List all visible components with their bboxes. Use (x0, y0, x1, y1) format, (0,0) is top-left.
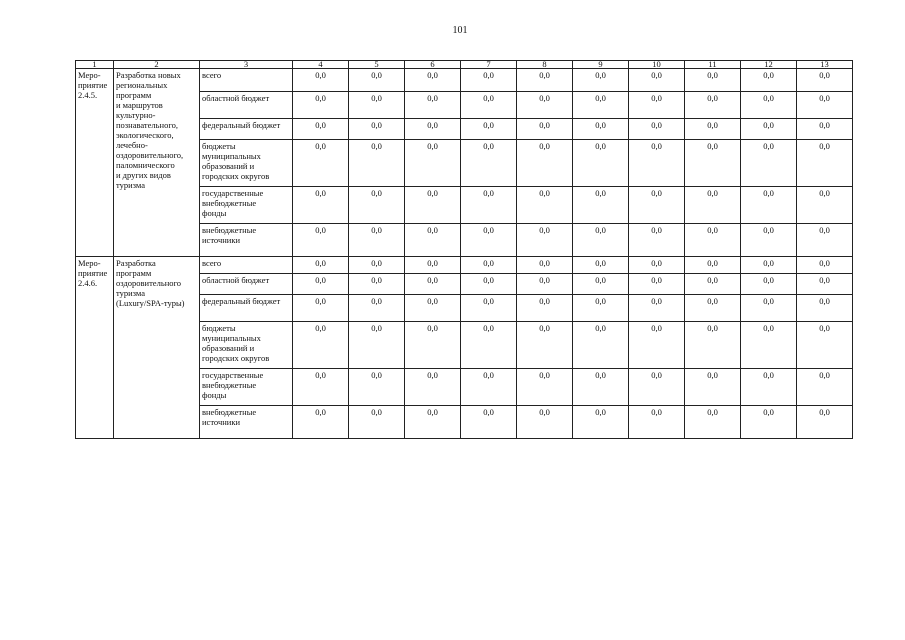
column-number-row (76, 61, 853, 69)
value-cell: 0,0 (517, 322, 573, 369)
value-cell: 0,0 (405, 322, 461, 369)
column-header: 6 (405, 61, 461, 69)
value-cell: 0,0 (461, 69, 517, 92)
table-row (76, 257, 853, 274)
value-cell: 0,0 (293, 119, 349, 140)
value-cell: 0,0 (405, 295, 461, 322)
column-header: 9 (573, 61, 629, 69)
value-cell: 0,0 (573, 257, 629, 274)
value-cell: 0,0 (461, 224, 517, 257)
event-name-cell: Разработка программ оздоровительного туризма (Luxury/SPA-туры) (114, 257, 200, 439)
value-cell: 0,0 (349, 187, 405, 224)
value-cell: 0,0 (461, 369, 517, 406)
value-cell: 0,0 (685, 369, 741, 406)
value-cell: 0,0 (741, 322, 797, 369)
value-cell: 0,0 (629, 406, 685, 439)
value-cell: 0,0 (573, 224, 629, 257)
value-cell: 0,0 (405, 369, 461, 406)
value-cell: 0,0 (517, 295, 573, 322)
value-cell: 0,0 (293, 187, 349, 224)
value-cell: 0,0 (741, 187, 797, 224)
value-cell: 0,0 (461, 274, 517, 295)
value-cell: 0,0 (293, 274, 349, 295)
value-cell: 0,0 (517, 406, 573, 439)
value-cell: 0,0 (461, 140, 517, 187)
funding-source-cell: внебюджетные источники (200, 406, 293, 439)
column-header: 7 (461, 61, 517, 69)
value-cell: 0,0 (741, 369, 797, 406)
value-cell: 0,0 (405, 69, 461, 92)
value-cell: 0,0 (741, 224, 797, 257)
funding-source-cell: всего (200, 69, 293, 92)
value-cell: 0,0 (629, 187, 685, 224)
value-cell: 0,0 (685, 187, 741, 224)
value-cell: 0,0 (685, 406, 741, 439)
value-cell: 0,0 (349, 119, 405, 140)
value-cell: 0,0 (349, 140, 405, 187)
value-cell: 0,0 (685, 224, 741, 257)
value-cell: 0,0 (629, 224, 685, 257)
funding-source-cell: государственные внебюджетные фонды (200, 187, 293, 224)
value-cell: 0,0 (293, 322, 349, 369)
value-cell: 0,0 (349, 92, 405, 119)
funding-source-cell: областной бюджет (200, 274, 293, 295)
value-cell: 0,0 (573, 187, 629, 224)
value-cell: 0,0 (349, 69, 405, 92)
value-cell: 0,0 (741, 406, 797, 439)
value-cell: 0,0 (517, 119, 573, 140)
value-cell: 0,0 (685, 322, 741, 369)
value-cell: 0,0 (405, 406, 461, 439)
value-cell: 0,0 (405, 274, 461, 295)
value-cell: 0,0 (797, 119, 853, 140)
value-cell: 0,0 (293, 295, 349, 322)
funding-source-cell: областной бюджет (200, 92, 293, 119)
value-cell: 0,0 (405, 140, 461, 187)
value-cell: 0,0 (741, 140, 797, 187)
value-cell: 0,0 (461, 322, 517, 369)
value-cell: 0,0 (685, 257, 741, 274)
value-cell: 0,0 (741, 295, 797, 322)
column-header: 10 (629, 61, 685, 69)
value-cell: 0,0 (685, 274, 741, 295)
value-cell: 0,0 (629, 369, 685, 406)
value-cell: 0,0 (517, 257, 573, 274)
value-cell: 0,0 (461, 187, 517, 224)
column-header: 11 (685, 61, 741, 69)
value-cell: 0,0 (517, 224, 573, 257)
value-cell: 0,0 (629, 322, 685, 369)
table-body (76, 69, 853, 439)
value-cell: 0,0 (573, 274, 629, 295)
value-cell: 0,0 (685, 140, 741, 187)
value-cell: 0,0 (517, 92, 573, 119)
event-name-cell: Разработка новых региональных программ и маршрутов культурно- познавательного, экологического, лечебно- оздоровительного, паломнического и других видов туризма (114, 69, 200, 257)
column-header: 4 (293, 61, 349, 69)
value-cell: 0,0 (405, 224, 461, 257)
value-cell: 0,0 (797, 274, 853, 295)
value-cell: 0,0 (629, 140, 685, 187)
value-cell: 0,0 (797, 140, 853, 187)
value-cell: 0,0 (685, 92, 741, 119)
value-cell: 0,0 (573, 295, 629, 322)
value-cell: 0,0 (293, 406, 349, 439)
value-cell: 0,0 (797, 224, 853, 257)
value-cell: 0,0 (461, 295, 517, 322)
value-cell: 0,0 (573, 69, 629, 92)
value-cell: 0,0 (349, 257, 405, 274)
value-cell: 0,0 (741, 69, 797, 92)
value-cell: 0,0 (797, 257, 853, 274)
value-cell: 0,0 (573, 369, 629, 406)
table-row (76, 69, 853, 92)
value-cell: 0,0 (741, 257, 797, 274)
value-cell: 0,0 (349, 295, 405, 322)
funding-source-cell: федеральный бюджет (200, 295, 293, 322)
budget-table (75, 60, 853, 439)
value-cell: 0,0 (629, 119, 685, 140)
value-cell: 0,0 (797, 322, 853, 369)
value-cell: 0,0 (293, 140, 349, 187)
value-cell: 0,0 (629, 295, 685, 322)
value-cell: 0,0 (573, 119, 629, 140)
value-cell: 0,0 (293, 92, 349, 119)
value-cell: 0,0 (797, 69, 853, 92)
value-cell: 0,0 (573, 92, 629, 119)
value-cell: 0,0 (573, 140, 629, 187)
value-cell: 0,0 (405, 187, 461, 224)
column-header: 5 (349, 61, 405, 69)
value-cell: 0,0 (293, 69, 349, 92)
value-cell: 0,0 (797, 92, 853, 119)
event-id-cell: Меро- приятие 2.4.5. (76, 69, 114, 257)
value-cell: 0,0 (517, 274, 573, 295)
value-cell: 0,0 (741, 274, 797, 295)
value-cell: 0,0 (517, 187, 573, 224)
value-cell: 0,0 (573, 322, 629, 369)
value-cell: 0,0 (293, 257, 349, 274)
column-header: 1 (76, 61, 114, 69)
value-cell: 0,0 (685, 69, 741, 92)
value-cell: 0,0 (461, 119, 517, 140)
value-cell: 0,0 (629, 257, 685, 274)
event-id-cell: Меро- приятие 2.4.6. (76, 257, 114, 439)
funding-source-cell: бюджеты муниципальных образований и городских округов (200, 140, 293, 187)
value-cell: 0,0 (405, 119, 461, 140)
value-cell: 0,0 (797, 406, 853, 439)
value-cell: 0,0 (461, 406, 517, 439)
value-cell: 0,0 (629, 69, 685, 92)
value-cell: 0,0 (797, 295, 853, 322)
value-cell: 0,0 (349, 274, 405, 295)
column-header: 13 (797, 61, 853, 69)
column-header: 3 (200, 61, 293, 69)
funding-source-cell: федеральный бюджет (200, 119, 293, 140)
value-cell: 0,0 (573, 406, 629, 439)
value-cell: 0,0 (349, 369, 405, 406)
value-cell: 0,0 (293, 224, 349, 257)
value-cell: 0,0 (629, 274, 685, 295)
value-cell: 0,0 (741, 119, 797, 140)
value-cell: 0,0 (293, 369, 349, 406)
value-cell: 0,0 (685, 119, 741, 140)
value-cell: 0,0 (517, 140, 573, 187)
value-cell: 0,0 (405, 257, 461, 274)
column-header: 8 (517, 61, 573, 69)
value-cell: 0,0 (461, 92, 517, 119)
value-cell: 0,0 (797, 369, 853, 406)
funding-source-cell: бюджеты муниципальных образований и городских округов (200, 322, 293, 369)
value-cell: 0,0 (349, 406, 405, 439)
column-header: 12 (741, 61, 797, 69)
value-cell: 0,0 (685, 295, 741, 322)
value-cell: 0,0 (517, 69, 573, 92)
funding-source-cell: внебюджетные источники (200, 224, 293, 257)
value-cell: 0,0 (797, 187, 853, 224)
value-cell: 0,0 (741, 92, 797, 119)
funding-source-cell: государственные внебюджетные фонды (200, 369, 293, 406)
value-cell: 0,0 (629, 92, 685, 119)
column-header: 2 (114, 61, 200, 69)
value-cell: 0,0 (517, 369, 573, 406)
funding-source-cell: всего (200, 257, 293, 274)
page-number: 101 (452, 25, 468, 36)
value-cell: 0,0 (349, 322, 405, 369)
value-cell: 0,0 (405, 92, 461, 119)
value-cell: 0,0 (461, 257, 517, 274)
value-cell: 0,0 (349, 224, 405, 257)
